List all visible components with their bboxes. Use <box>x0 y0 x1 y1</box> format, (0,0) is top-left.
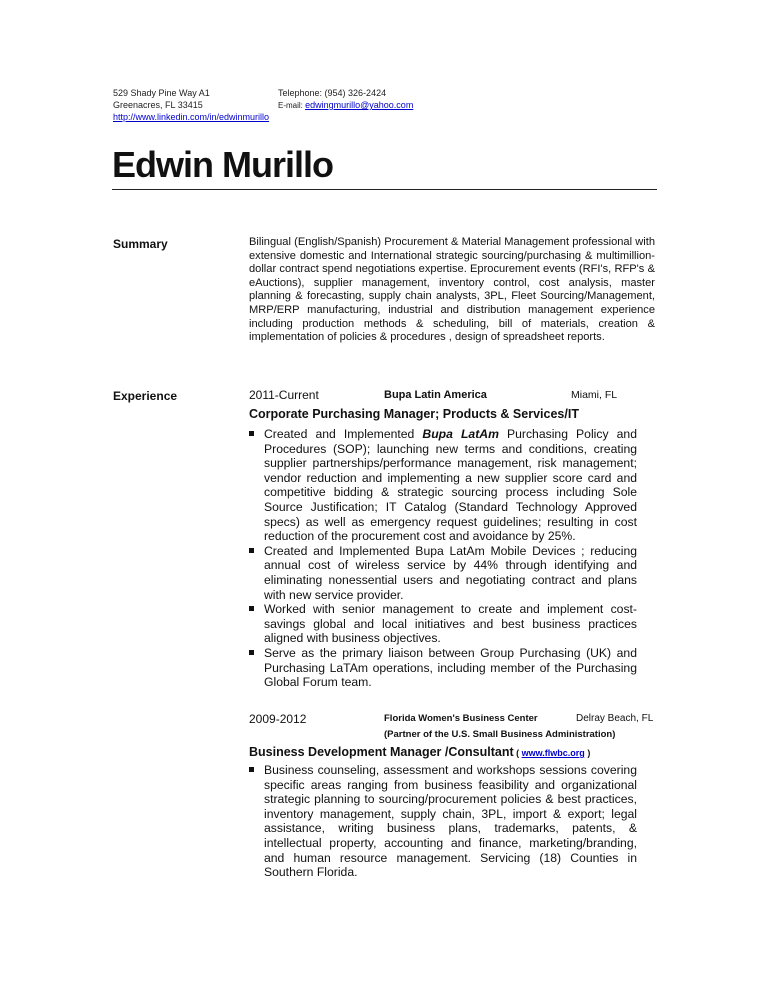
list-item: Serve as the primary liaison between Group Purchasing (UK) and Purchasing LaTAm operations, including member of the Purchasing Global Forum team. <box>247 646 637 690</box>
list-item: Business counseling, assessment and workshops sessions covering specific areas ranging from business feasibility and organizational strategic planning to sourcing/procurement policies & best practices, inventory management, supply chain, 3PL, import & export; legal assistance, writing business plans, trademarks, patents, & intellectual property, accounting and finance, marketing/branding, and human resource management. Servicing (18) Counties in Southern Florida. <box>247 763 637 880</box>
list-item: Worked with senior management to create and implement cost-savings global and local initiatives and best business practices aligned with business objectives. <box>247 602 637 646</box>
email-label: E-mail: <box>278 101 306 110</box>
bullet-icon <box>249 431 254 436</box>
summary-heading: Summary <box>113 237 168 251</box>
bullet-icon <box>249 548 254 553</box>
bullet-icon <box>249 650 254 655</box>
job-2-company-note: (Partner of the U.S. Small Business Administration) <box>384 729 616 740</box>
job-2-title: Business Development Manager /Consultant <box>249 745 514 759</box>
job-2-dates: 2009-2012 <box>249 712 307 726</box>
telephone: Telephone: (954) 326-2424 <box>278 88 387 98</box>
job-1-bullets <box>247 427 637 690</box>
email-line <box>278 100 413 111</box>
job-2-website-link[interactable]: www.flwbc.org <box>521 748 585 758</box>
job-2-company: Florida Women's Business Center <box>384 713 538 724</box>
summary-text: Bilingual (English/Spanish) Procurement & Material Management professional with extensive domestic and International strategic sourcing/purchasing & multimillion-dollar contract spend negotiations expertise. Eprocurement events (RFI's, RFP's & eAuctions), supplier management, inventory control, cost analysis, master planning & forecasting, supply chain analysts, 3PL, Fleet Sourcing/Management, MRP/ERP manufacturing, industrial and distribution management experience including production methods & scheduling, bill of materials, creation & implementation of policies & procedures , design of spreadsheet reports. <box>249 236 655 344</box>
list-item: Created and Implemented Bupa LatAm Mobile Devices ; reducing annual cost of wireless service by 44% through identifying and eliminating nonessential users and negotiating contract and plans with new service provider. <box>247 544 637 602</box>
email-link[interactable]: edwingmurillo@yahoo.com <box>305 100 414 110</box>
address-line-1: 529 Shady Pine Way A1 <box>113 88 210 98</box>
experience-heading: Experience <box>113 389 178 403</box>
list-item: Created and Implemented Bupa LatAm Purchasing Policy and Procedures (SOP); launching new terms and conditions, creating supplier partnerships/performance management, risk management; vendor reduction and implementing a new supplier score card and competitive bidding & strategic sourcing process including Sole Source Justification; IT Catalog (Standard Technology Approved specs) as well as emergency request guidelines; resulting in cost reduction of the procurement cost and avoidance by 25%. <box>247 427 637 544</box>
job-1-company: Bupa Latin America <box>384 389 487 401</box>
job-2-location: Delray Beach, FL <box>576 713 654 724</box>
name-divider <box>112 189 657 190</box>
linkedin-link[interactable]: http://www.linkedin.com/in/edwinmurillo <box>113 112 270 122</box>
job-1-title: Corporate Purchasing Manager; Products & Services/IT <box>249 407 579 421</box>
bullet-icon <box>249 606 254 611</box>
job-2-title-line: Business Development Manager /Consultant ( www.flwbc.org ) <box>249 745 591 759</box>
candidate-name: Edwin Murillo <box>112 144 333 185</box>
job-1-location: Miami, FL <box>571 389 618 401</box>
address-line-2: Greenacres, FL 33415 <box>113 100 203 110</box>
job-1-dates: 2011-Current <box>249 388 319 402</box>
bullet-icon <box>249 767 254 772</box>
job-2-bullets <box>247 763 637 880</box>
